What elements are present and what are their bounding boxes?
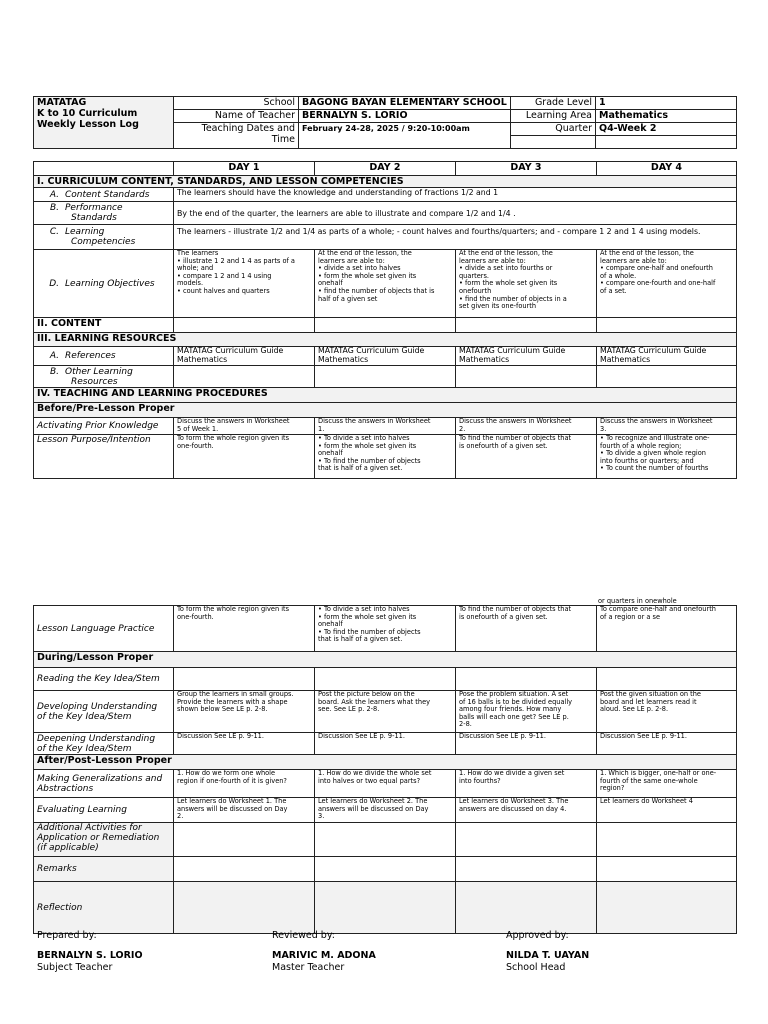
text-line: Group the learners in small groups. [177,690,294,698]
text-line: 1. Which is bigger, one-half or one- [600,769,717,777]
text-line: 1. How do we divide a given set [459,769,565,777]
content-day-3 [456,318,597,333]
approved-by-block [506,930,589,974]
text-line: • illustrate 1 2 and 1 4 as parts of a [177,256,295,265]
text-line: • form the whole set given its [318,612,417,621]
text-line: onefourth [459,286,492,295]
language-day-2 [315,606,456,652]
quarter-value: Q4-Week 2 [596,123,737,136]
text-line: Let learners do Worksheet 3. The [459,797,569,805]
text-line: onehalf [318,279,343,288]
text-line: MATATAG Curriculum Guide [318,346,425,355]
text-line: answers will be discussed on Day [177,804,288,813]
text-line: one-fourth. [177,441,214,450]
text-line: • compare 1 2 and 1 4 using [177,271,272,280]
text-line: Let learners do Worksheet 1. The [177,797,287,805]
day-header: DAY 3 [456,162,597,176]
reading-day-4 [597,668,737,691]
developing-day-2 [315,691,456,733]
text-line: Deepening Understanding [37,733,156,744]
activating-day-3 [456,418,597,435]
text-line: one-fourth. [177,612,214,621]
language-day-4 [597,606,737,652]
text-line: learners are able to: [600,256,667,265]
text-line: fourth of the same one-whole [600,776,698,785]
reflection-day-4 [597,882,737,934]
purpose-day-3 [456,435,597,479]
text-line: Developing Understanding [37,701,158,712]
generalizations-day-1 [174,770,315,798]
grade-value: 1 [596,97,737,110]
text-line: • To find the number of objects [318,627,421,636]
references-label [34,347,174,366]
section-during: During/Lesson Proper [34,652,737,668]
item-letter: A. [49,351,59,361]
purpose-day-4 [597,435,737,479]
text-line: Post the given situation on the [600,690,701,698]
text-line: whole; and [177,264,214,273]
text-line: 2-8. [459,720,472,729]
title-line: Weekly Lesson Log [37,119,139,130]
lesson-log-table-continued [33,605,737,934]
text-line: region? [600,784,625,793]
section-content: II. CONTENT [34,318,174,333]
evaluating-label: Evaluating Learning [34,798,174,823]
text-line: To find the number of objects that [459,434,572,442]
text-line: Provide the learners with a shape [177,697,288,706]
title-line: MATATAG [37,97,87,108]
text-line: Mathematics [600,354,651,364]
text-line: To form the whole region given its [177,434,290,442]
reviewed-role: Master Teacher [272,962,345,973]
day-header: DAY 1 [174,162,315,176]
prepared-label: Prepared by: [37,930,97,941]
text-line: half of a given set [318,294,378,303]
text-line: Mathematics [459,354,510,364]
text-line: • To count the number of fourths [600,464,709,473]
school-value: BAGONG BAYAN ELEMENTARY SCHOOL [299,97,511,110]
text-line: • To divide a given whole region [600,449,706,458]
references-day-1 [174,347,315,366]
text-line: Additional Activities for [37,823,142,833]
approved-role: School Head [506,962,566,973]
remarks-label: Remarks [34,857,174,882]
references-day-4 [597,347,737,366]
text-line: • form the whole set given its [318,271,417,280]
text-line: that is half of a given set. [318,464,403,473]
text-line: into fourths? [459,776,501,785]
other-resources-day-4 [597,366,737,388]
references-day-2 [315,347,456,366]
remarks-day-2 [315,857,456,882]
text-line: To form the whole region given its [177,605,290,613]
text-line: To find the number of objects that [459,605,572,613]
text-line: Application or Remediation [37,833,160,843]
performance-standards-value: By the end of the quarter, the learners are able to illustrate and compare 1/2 and 1/4 . [174,202,737,225]
text-line: Discuss the answers in Worksheet [459,417,572,425]
item-letter: B. [49,366,59,377]
reflection-day-3 [456,882,597,934]
generalizations-day-2 [315,770,456,798]
deepening-day-1: Discussion See LE p. 9-11. [174,733,315,755]
text-line: • form the whole set given its [318,441,417,450]
additional-day-2 [315,823,456,857]
other-resources-label [34,366,174,388]
text-line: of a set. [600,286,627,295]
text-line: Let learners do Worksheet 2. The [318,797,428,805]
text-line: 2. [459,424,466,433]
reading-day-3 [456,668,597,691]
text-line: that is half of a given set. [318,635,403,644]
text-line: see. See LE p. 2-8. [318,705,380,714]
activating-label: Activating Prior Knowledge [34,418,174,435]
content-standards-label [34,188,174,202]
text-line: Mathematics [318,354,369,364]
text-line: Discuss the answers in Worksheet [318,417,431,425]
label-text: Content Standards [65,189,150,200]
reviewed-name: MARIVIC M. ADONA [272,950,376,961]
evaluating-day-2 [315,798,456,823]
section-before: Before/Pre-Lesson Proper [34,403,737,418]
lesson-log-table [33,161,737,479]
purpose-day-1 [174,435,315,479]
additional-label [34,823,174,857]
text-line: 5 of Week 1. [177,424,219,433]
content-day-2 [315,318,456,333]
remarks-day-4 [597,857,737,882]
dates-label-line: Teaching Dates and [201,123,295,134]
item-letter: C. [49,227,59,237]
section-after: After/Post-Lesson Proper [34,755,737,770]
text-line: To compare one-half and onefourth [600,605,716,613]
text-line: answers will be discussed on Day [318,804,429,813]
text-line: MATATAG Curriculum Guide [459,346,566,355]
text-line: Discuss the answers in Worksheet [177,417,290,425]
prepared-by-block [37,930,143,974]
reflection-label: Reflection [34,882,174,934]
corner-cell [34,162,174,176]
other-resources-day-2 [315,366,456,388]
text-line: The learners [177,249,219,257]
text-line: board and let learners read it [600,697,697,706]
additional-day-1 [174,823,315,857]
text-line: 1. How do we divide the whole set [318,769,432,777]
content-day-1 [174,318,315,333]
additional-day-4 [597,823,737,857]
remarks-day-1 [174,857,315,882]
continuation-fragment: or quarters in onewhole [598,597,677,605]
generalizations-day-3 [456,770,597,798]
teacher-label: Name of Teacher [174,110,299,123]
competencies-value: The learners - illustrate 1/2 and 1/4 as parts of a whole; - count halves and fourths/quarters; and - compare 1 2 and 1 4 using models. [174,225,737,250]
label-text: Resources [71,376,118,387]
dates-value: February 24-28, 2025 / 9:20-10:00am [299,123,511,149]
text-line: is onefourth of a given set. [459,612,548,621]
evaluating-day-1 [174,798,315,823]
text-line: At the end of the lesson, the [459,249,553,257]
text-line: • To divide a set into halves [318,434,410,442]
prepared-name: BERNALYN S. LORIO [37,950,143,961]
references-day-3 [456,347,597,366]
text-line: onehalf [318,449,343,458]
performance-standards-label [34,202,174,225]
label-text: Learning Objectives [65,278,155,289]
log-title [34,97,174,149]
generalizations-label [34,770,174,798]
text-line: balls will each one get? See LE p. [459,712,569,721]
section-curriculum: I. CURRICULUM CONTENT, STANDARDS, AND LESSON COMPETENCIES [34,176,737,188]
text-line: of a region or a se [600,612,661,621]
label-text: References [65,351,116,361]
text-line: board. Ask the learners what they [318,697,431,706]
item-letter: A. [49,189,59,200]
day-header: DAY 4 [597,162,737,176]
text-line: Post the picture below on the [318,690,415,698]
text-line: region if one-fourth of it is given? [177,776,287,785]
text-line: onehalf [318,620,343,629]
text-line: is onefourth of a given set. [459,441,548,450]
text-line: • To divide a set into halves [318,605,410,613]
text-line: MATATAG Curriculum Guide [177,346,284,355]
text-line: • compare one-half and onefourth [600,264,713,273]
deepening-day-2: Discussion See LE p. 9-11. [315,733,456,755]
item-letter: D. [49,278,59,289]
text-line: into fourths or quarters; and [600,456,694,465]
title-line: K to 10 Curriculum [37,108,138,119]
text-line: At the end of the lesson, the [600,249,694,257]
text-line: models. [177,279,204,288]
text-line: 1. [318,424,325,433]
text-line: Pose the problem situation. A set [459,690,569,698]
area-label: Learning Area [511,110,596,123]
reflection-day-1 [174,882,315,934]
text-line: 2. [177,812,184,821]
text-line: learners are able to: [318,256,385,265]
text-line: set given its one-fourth [459,302,537,311]
day-header: DAY 2 [315,162,456,176]
grade-label: Grade Level [511,97,596,110]
objectives-day-1 [174,250,315,318]
developing-day-1 [174,691,315,733]
text-line: Mathematics [177,354,228,364]
header-table [33,96,737,149]
developing-day-3 [456,691,597,733]
activating-day-2 [315,418,456,435]
objectives-day-2 [315,250,456,318]
prepared-role: Subject Teacher [37,962,113,973]
content-day-4 [597,318,737,333]
text-line: MATATAG Curriculum Guide [600,346,707,355]
text-line: quarters. [459,271,490,280]
text-line: At the end of the lesson, the [318,249,412,257]
label-text: Learning [65,227,105,237]
deepening-label [34,733,174,755]
text-line: into halves or two equal parts? [318,776,421,785]
text-line: answers are discussed on day 4. [459,804,567,813]
text-line: • divide a set into fourths or [459,264,553,273]
section-procedures: IV. TEACHING AND LEARNING PROCEDURES [34,388,737,403]
reading-day-1 [174,668,315,691]
text-line: fourth of a whole region; [600,441,682,450]
text-line: • find the number of objects that is [318,286,435,295]
activating-day-1 [174,418,315,435]
label-text: Competencies [71,237,136,247]
remarks-day-3 [456,857,597,882]
section-resources: III. LEARNING RESOURCES [34,333,737,347]
text-line: Discuss the answers in Worksheet [600,417,713,425]
approved-label: Approved by: [506,930,569,941]
content-standards-value: The learners should have the knowledge and understanding of fractions 1/2 and 1 [174,188,737,202]
reading-label: Reading the Key Idea/Stem [34,668,174,691]
school-label: School [174,97,299,110]
area-value: Mathematics [596,110,737,123]
reviewed-by-block [272,930,376,974]
language-day-3 [456,606,597,652]
text-line: 1. How do we form one whole [177,769,276,777]
deepening-day-3: Discussion See LE p. 9-11. [456,733,597,755]
text-line: aloud. See LE p. 2-8. [600,705,669,714]
text-line: Making Generalizations and [37,773,163,784]
text-line: • divide a set into halves [318,264,401,273]
text-line: Abstractions [37,783,94,794]
purpose-day-2 [315,435,456,479]
other-resources-day-3 [456,366,597,388]
text-line: • To recognize and illustrate one- [600,434,710,442]
purpose-label: Lesson Purpose/Intention [34,435,174,479]
activating-day-4 [597,418,737,435]
text-line: of the Key Idea/Stem [37,711,132,722]
text-line: 3. [600,424,607,433]
language-label: Lesson Language Practice [34,606,174,652]
teacher-value: BERNALYN S. LORIO [299,110,511,123]
text-line: • To find the number of objects [318,456,421,465]
label-text: Performance [65,203,123,213]
quarter-label: Quarter [511,123,596,136]
text-line: (if applicable) [37,843,99,853]
empty-cell [511,136,596,149]
text-line: • find the number of objects in a [459,294,567,303]
developing-label [34,691,174,733]
additional-day-3 [456,823,597,857]
dates-label-line: Time [271,134,295,145]
text-line: • form the whole set given its [459,279,558,288]
text-line: learners are able to: [459,256,526,265]
empty-cell [596,136,737,149]
text-line: of a whole. [600,271,637,280]
competencies-label [34,225,174,250]
text-line: of the Key Idea/Stem [37,743,132,754]
text-line: 3. [318,812,325,821]
text-line: • count halves and quarters [177,286,270,295]
other-resources-day-1 [174,366,315,388]
developing-day-4 [597,691,737,733]
deepening-day-4: Discussion See LE p. 9-11. [597,733,737,755]
label-text: Standards [71,213,117,223]
text-line: shown below See LE p. 2-8. [177,705,268,714]
label-text: Other Learning [65,366,133,377]
text-line: among four friends. How many [459,705,562,714]
objectives-day-3 [456,250,597,318]
approved-name: NILDA T. UAYAN [506,950,590,961]
objectives-label [34,250,174,318]
evaluating-day-4: Let learners do Worksheet 4 [597,798,737,823]
reflection-day-2 [315,882,456,934]
reviewed-label: Reviewed by: [272,930,335,941]
text-line: of 16 balls is to be divided equally [459,697,573,706]
item-letter: B. [49,203,59,213]
text-line: • compare one-fourth and one-half [600,279,716,288]
language-day-1 [174,606,315,652]
reading-day-2 [315,668,456,691]
generalizations-day-4 [597,770,737,798]
evaluating-day-3 [456,798,597,823]
dates-label [174,123,299,149]
objectives-day-4 [597,250,737,318]
